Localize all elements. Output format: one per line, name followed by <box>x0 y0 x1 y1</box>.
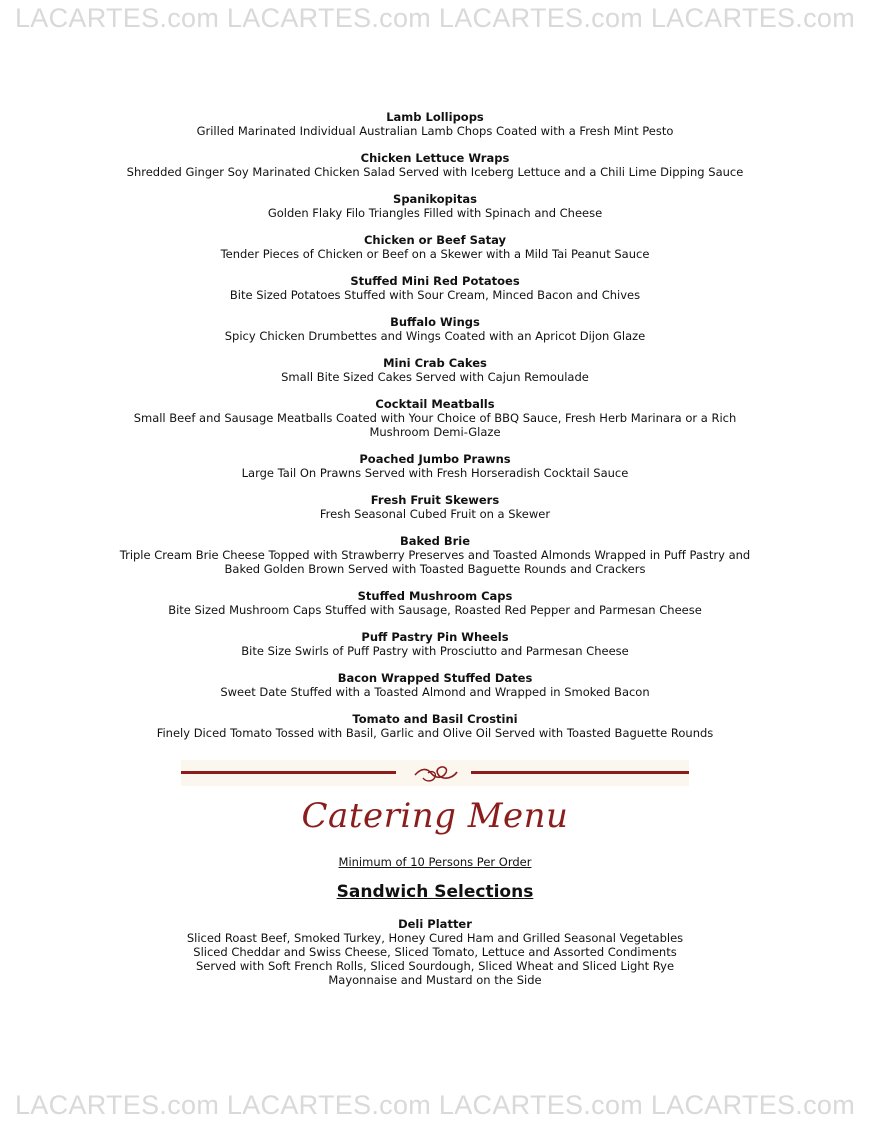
item-name: Bacon Wrapped Stuffed Dates <box>337 671 533 685</box>
item-name: Chicken Lettuce Wraps <box>360 151 510 165</box>
item-description: Shredded Ginger Soy Marinated Chicken Salad Served with Iceberg Lettuce and a Chili Lime Dipping Sauce <box>126 165 744 179</box>
item-name: Puff Pastry Pin Wheels <box>361 630 509 644</box>
item-name: Baked Brie <box>399 534 471 548</box>
menu-item <box>0 315 870 343</box>
menu-item <box>0 589 870 617</box>
menu-item <box>0 192 870 220</box>
menu-item <box>0 274 870 302</box>
item-name: Fresh Fruit Skewers <box>370 493 500 507</box>
item-name: Buffalo Wings <box>390 315 480 329</box>
item-description: Tender Pieces of Chicken or Beef on a Skewer with a Mild Tai Peanut Sauce <box>220 247 650 261</box>
watermark-bottom: LACARTES.com LACARTES.com LACARTES.com LACARTES.com <box>14 1090 856 1120</box>
item-description: Triple Cream Brie Cheese Topped with Strawberry Preserves and Toasted Almonds Wrapped in Puff Pastry and <box>119 548 751 562</box>
item-description: Small Bite Sized Cakes Served with Cajun Remoulade <box>281 370 589 384</box>
item-description-continued: Baked Golden Brown Served with Toasted Baguette Rounds and Crackers <box>224 562 646 576</box>
item-name: Mini Crab Cakes <box>383 356 487 370</box>
item-name: Lamb Lollipops <box>386 110 484 124</box>
menu-item <box>0 233 870 261</box>
item-description: Grilled Marinated Individual Australian Lamb Chops Coated with a Fresh Mint Pesto <box>196 124 674 138</box>
item-name: Stuffed Mushroom Caps <box>357 589 513 603</box>
divider-line-right <box>471 771 689 774</box>
menu-item <box>0 356 870 384</box>
item-description-line: Served with Soft French Rolls, Sliced Sourdough, Sliced Wheat and Sliced Light Rye <box>195 959 675 973</box>
item-description: Bite Sized Mushroom Caps Stuffed with Sausage, Roasted Red Pepper and Parmesan Cheese <box>168 603 702 617</box>
item-description: Large Tail On Prawns Served with Fresh Horseradish Cocktail Sauce <box>241 466 629 480</box>
minimum-order-note: Minimum of 10 Persons Per Order <box>338 855 532 869</box>
divider-line-left <box>181 771 396 774</box>
item-description-line: Mayonnaise and Mustard on the Side <box>328 973 542 987</box>
menu-item <box>0 151 870 179</box>
menu-item <box>0 630 870 658</box>
flourish-ornament-icon <box>411 760 459 786</box>
item-description-continued: Mushroom Demi-Glaze <box>369 425 501 439</box>
item-name: Deli Platter <box>398 917 472 931</box>
item-description: Bite Size Swirls of Puff Pastry with Prosciutto and Parmesan Cheese <box>241 644 629 658</box>
ornamental-divider <box>181 760 689 786</box>
menu-item <box>0 397 870 439</box>
appetizer-menu <box>0 110 870 753</box>
menu-item <box>0 493 870 521</box>
menu-item <box>0 110 870 138</box>
catering-menu-title: Catering Menu <box>301 796 569 836</box>
item-name: Cocktail Meatballs <box>375 397 495 411</box>
item-name: Spanikopitas <box>393 192 477 206</box>
item-description-line: Sliced Roast Beef, Smoked Turkey, Honey Cured Ham and Grilled Seasonal Vegetables <box>186 931 684 945</box>
item-description: Bite Sized Potatoes Stuffed with Sour Cream, Minced Bacon and Chives <box>229 288 641 302</box>
section-title: Sandwich Selections <box>336 882 534 902</box>
item-description: Fresh Seasonal Cubed Fruit on a Skewer <box>319 507 551 521</box>
watermark-top: LACARTES.com LACARTES.com LACARTES.com LACARTES.com <box>14 3 856 33</box>
deli-platter <box>0 917 870 987</box>
item-description: Spicy Chicken Drumbettes and Wings Coated with an Apricot Dijon Glaze <box>224 329 646 343</box>
item-name: Poached Jumbo Prawns <box>359 452 511 466</box>
item-description: Sweet Date Stuffed with a Toasted Almond and Wrapped in Smoked Bacon <box>220 685 650 699</box>
menu-item <box>0 671 870 699</box>
menu-item <box>0 452 870 480</box>
menu-item <box>0 534 870 576</box>
item-description: Finely Diced Tomato Tossed with Basil, Garlic and Olive Oil Served with Toasted Baguette Rounds <box>156 726 714 740</box>
item-name: Chicken or Beef Satay <box>363 233 507 247</box>
menu-item <box>0 712 870 740</box>
item-description: Small Beef and Sausage Meatballs Coated with Your Choice of BBQ Sauce, Fresh Herb Marinara or a Rich <box>133 411 737 425</box>
item-description-line: Sliced Cheddar and Swiss Cheese, Sliced Tomato, Lettuce and Assorted Condiments <box>193 945 677 959</box>
item-description: Golden Flaky Filo Triangles Filled with Spinach and Cheese <box>267 206 603 220</box>
item-name: Stuffed Mini Red Potatoes <box>350 274 520 288</box>
item-name: Tomato and Basil Crostini <box>352 712 518 726</box>
